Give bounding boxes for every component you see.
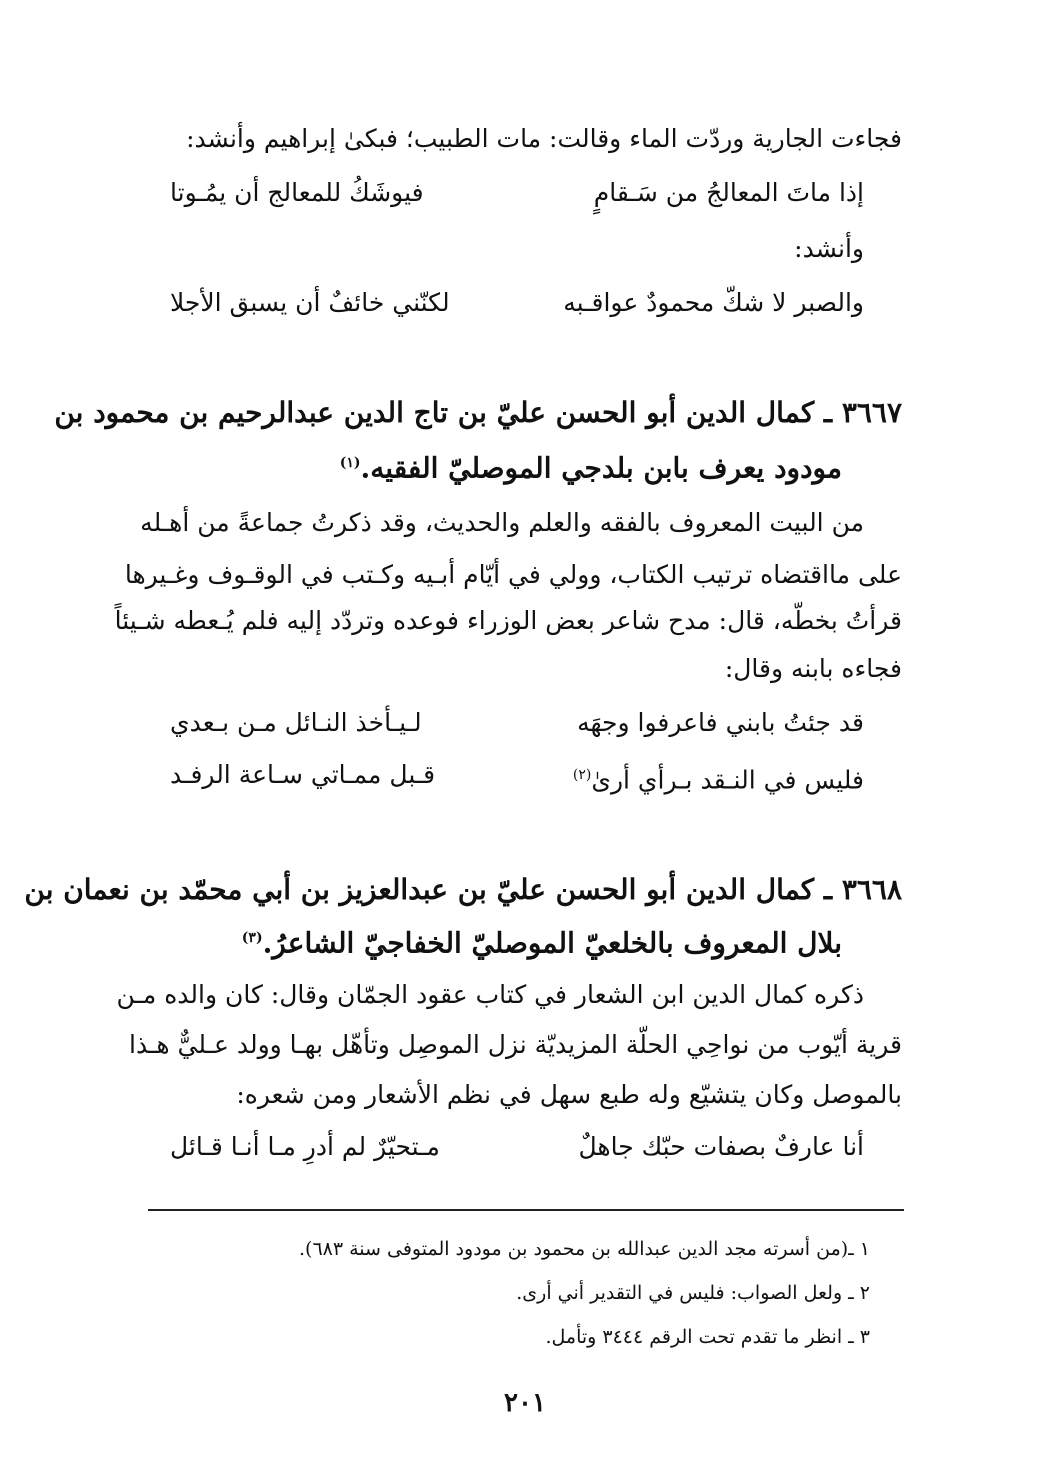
entry-3668-heading-text: بلال المعروف بالخلعيّ الموصليّ الخفاجيّ الشاعرُ. bbox=[262, 926, 842, 960]
entry-3667-verse1-second-hemistich: لـيـأخذ النـائل مـن بـعدي bbox=[170, 708, 422, 737]
opening-verse1-second-hemistich: فيوشَكُ للمعالج أن يمُـوتا bbox=[170, 178, 424, 207]
entry-3667-verse2-second-hemistich: قـبل ممـاتي سـاعة الرفـد bbox=[170, 760, 436, 789]
entry-3667-heading-line2 bbox=[86, 445, 842, 486]
entry-3668-body-line3: بالموصل وكان يتشيّع وله طبع سهل في نظم الأشعار ومن شعره: bbox=[236, 1080, 902, 1109]
opening-verse1-first-hemistich: إذا ماتَ المعالجُ من سَـقامٍ bbox=[593, 178, 864, 207]
entry-3667-body-line2: على مااقتضاه ترتيب الكتاب، وولي في أيّام أبـيه وكـتب في الوقـوف وغـيرها bbox=[124, 560, 902, 589]
entry-3667-body-line4: فجاءه بابنه وقال: bbox=[724, 654, 902, 683]
opening-prose-line: فجاءت الجارية وردّت الماء وقالت: مات الطبيب؛ فبكىٰ إبراهيم وأنشد: bbox=[186, 124, 902, 153]
page-number: ٢٠١ bbox=[504, 1388, 546, 1418]
footnote-2: ٢ ـ ولعل الصواب: فليس في التقدير أني أرى. bbox=[516, 1282, 870, 1304]
entry-3667-heading-text: مودود يعرف بابن بلدجي الموصليّ الفقيه. bbox=[360, 451, 842, 485]
entry-3667-verse2-text: فليس في النـقد بـرأي أرىٰ bbox=[591, 765, 864, 795]
entry-3667-body-line1: من البيت المعروف بالفقه والعلم والحديث، وقد ذكرتُ جماعةً من أهـله bbox=[140, 508, 864, 537]
opening-verse2-second-hemistich: لكنّني خائفٌ أن يسبق الأجلا bbox=[170, 288, 450, 317]
footnote-ref-2: (٢) bbox=[572, 767, 592, 783]
entry-3667-body-line3: قرأتُ بخطّه، قال: مدح شاعر بعض الوزراء فوعده وتردّد إليه فلم يُـعطه شـيئاً bbox=[114, 606, 902, 635]
entry-3668-heading-line1: ٣٦٦٨ ـ كمال الدين أبو الحسن عليّ بن عبدالعزيز بن أبي محمّد بن نعمان بن bbox=[24, 873, 902, 906]
entry-3667-verse2-first-hemistich bbox=[544, 758, 864, 797]
opening-and-recited: وأنشد: bbox=[794, 234, 864, 263]
entry-3668-heading-line2 bbox=[86, 920, 842, 961]
entry-3668-body-line2: قرية أيّوب من نواحِي الحلّة المزيديّة نزل الموصِل وتأهّل بهـا وولد عـليٌّ هـذا bbox=[129, 1030, 902, 1059]
entry-3668-verse1-first-hemistich: أنا عارفٌ بصفات حبّك جاهلٌ bbox=[578, 1132, 864, 1161]
footnote-1: ١ ـ(من أسرته مجد الدين عبدالله بن محمود بن مودود المتوفى سنة ٦٨٣). bbox=[299, 1238, 870, 1260]
entry-3668-body-line1: ذكره كمال الدين ابن الشعار في كتاب عقود الجمّان وقال: كان والده مـن bbox=[116, 980, 864, 1009]
opening-verse2-first-hemistich: والصبر لا شكّ محمودٌ عواقـبه bbox=[563, 288, 864, 317]
entry-3667-heading-line1: ٣٦٦٧ ـ كمال الدين أبو الحسن عليّ بن تاج الدين عبدالرحيم بن محمود بن bbox=[54, 396, 902, 429]
footnote-ref-3: (٣) bbox=[241, 930, 263, 946]
entry-3667-verse1-first-hemistich: قد جئتُ بابني فاعرفوا وجهَه bbox=[577, 708, 864, 737]
entry-3668-verse1-second-hemistich: مـتحيّرٌ لم أدرِ مـا أنـا قـائل bbox=[170, 1132, 440, 1161]
footnote-3: ٣ ـ انظر ما تقدم تحت الرقم ٣٤٤٤ وتأمل. bbox=[545, 1326, 870, 1348]
footnote-ref-1: (١) bbox=[339, 455, 361, 471]
footnote-separator bbox=[148, 1209, 904, 1211]
